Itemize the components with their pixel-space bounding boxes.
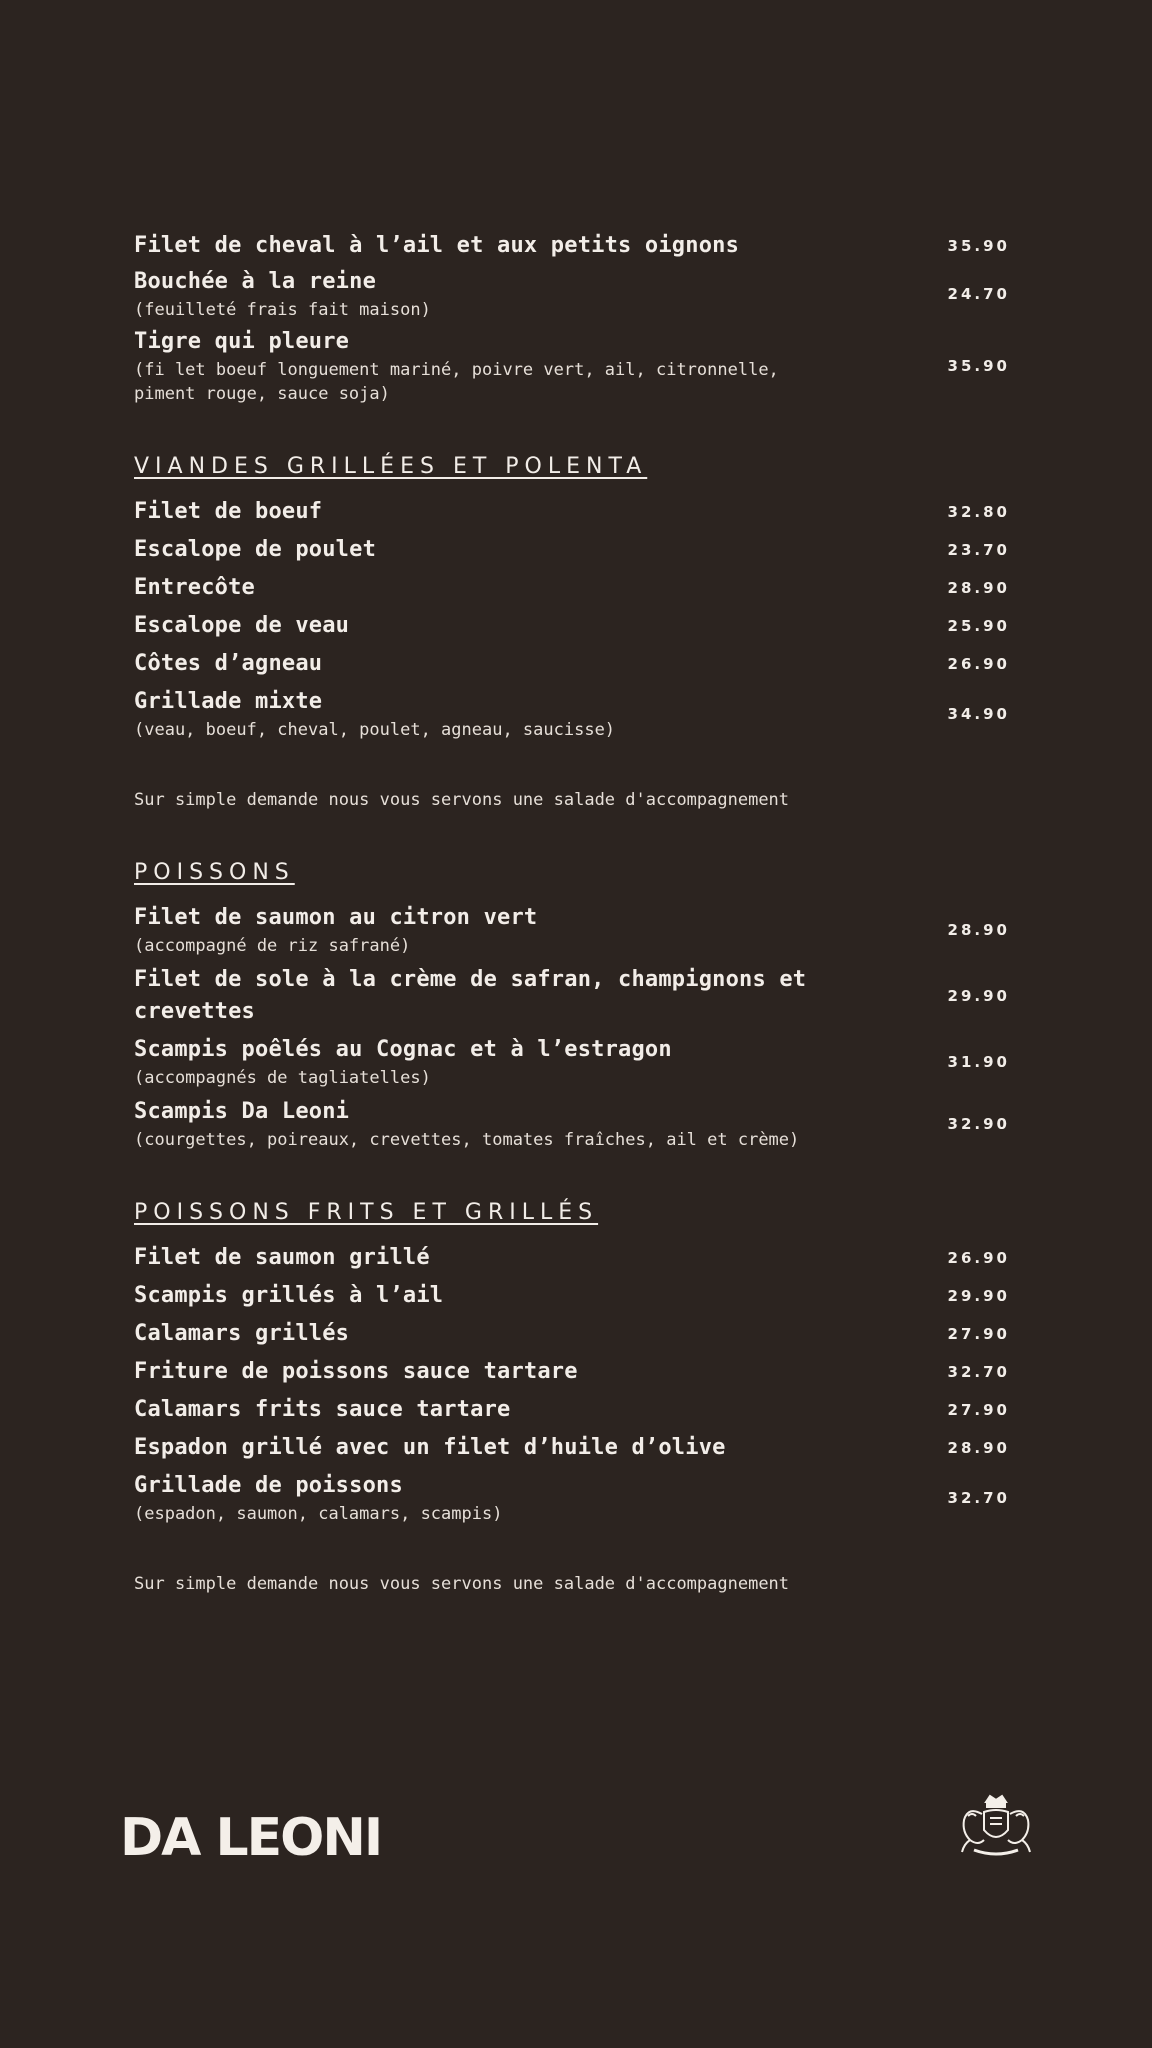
menu-item-name: Espadon grillé avec un filet d’huile d’olive [134,1435,726,1460]
menu-item-text [134,610,880,642]
menu-item-name: Scampis grillés à l’ail [134,1283,444,1308]
menu-item-name: Tigre qui pleure [134,329,350,354]
menu-section [134,452,1014,812]
menu-item-text [134,1034,880,1090]
menu-item-price: 32.70 [947,1489,1010,1507]
menu-item [134,964,1014,1028]
menu-item-description: (veau, boeuf, cheval, poulet, agneau, saucisse) [134,720,616,740]
section-note: Sur simple demande nous vous servons une salade d'accompagnement [134,790,790,810]
menu-item-name: Filet de saumon au citron vert [134,905,538,930]
menu-item-name: Filet de boeuf [134,499,323,524]
menu-item-name: Filet de cheval à l’ail et aux petits oignons [134,233,740,258]
menu-item-name: Grillade de poissons [134,1473,403,1498]
menu-item-price: 29.90 [947,987,1010,1005]
menu-item-text [134,1280,880,1312]
menu-item-name: Escalope de poulet [134,537,377,562]
menu-item-description: (fi let boeuf longuement mariné, poivre vert, ail, citronnelle, piment rouge, sauce soja) [134,360,779,404]
menu-item-price: 26.90 [947,1249,1010,1267]
menu-item [134,1318,1014,1350]
menu-item [134,1432,1014,1464]
menu-item-text [134,266,880,322]
menu-item-name: Bouchée à la reine [134,269,377,294]
menu-item-description: (feuilleté frais fait maison) [134,300,431,320]
menu-item [134,1242,1014,1274]
menu-item-name: Escalope de veau [134,613,350,638]
menu-item-text [134,902,880,958]
menu-item-price: 28.90 [947,579,1010,597]
menu-item-name: Scampis poêlés au Cognac et à l’estragon [134,1037,672,1062]
brand-logo: DA LEONI [120,1808,382,1868]
menu-item-price: 32.80 [947,503,1010,521]
menu-section [134,1198,1014,1596]
menu-item-name: Grillade mixte [134,689,323,714]
menu-item [134,230,1014,262]
menu-item-text [134,648,880,680]
menu-item-price: 29.90 [947,1287,1010,1305]
menu-item [134,1356,1014,1388]
menu-item [134,572,1014,604]
menu-item-price: 25.90 [947,617,1010,635]
menu-item [134,1096,1014,1152]
menu-item-description: (espadon, saumon, calamars, scampis) [134,1504,503,1524]
menu-item-name: Scampis Da Leoni [134,1099,350,1124]
menu-item-text [134,572,880,604]
menu-item-name: Calamars frits sauce tartare [134,1397,511,1422]
menu-item-price: 32.70 [947,1363,1010,1381]
menu-item-text [134,1432,880,1464]
menu-item-name: Entrecôte [134,575,256,600]
menu-item-text [134,326,880,406]
menu-item-price: 26.90 [947,655,1010,673]
menu-item-price: 28.90 [947,1439,1010,1457]
menu-item-text [134,1318,880,1350]
menu-item-text [134,534,880,566]
menu-item [134,326,1014,406]
section-title: POISSONS FRITS ET GRILLÉS [134,1200,599,1225]
menu-item-text [134,1096,880,1152]
menu-item [134,1034,1014,1090]
menu-item-price: 32.90 [947,1115,1010,1133]
menu-item [134,534,1014,566]
menu-item [134,648,1014,680]
menu-item-price: 28.90 [947,921,1010,939]
menu-item-price: 23.70 [947,541,1010,559]
menu-item-price: 31.90 [947,1053,1010,1071]
menu-item-text [134,1242,880,1274]
lion-crest-icon [956,1792,1036,1860]
menu-item [134,902,1014,958]
section-note: Sur simple demande nous vous servons une salade d'accompagnement [134,1574,790,1594]
menu-item [134,1280,1014,1312]
menu-item-description: (accompagnés de tagliatelles) [134,1068,431,1088]
menu-item-price: 27.90 [947,1325,1010,1343]
menu-item [134,1394,1014,1426]
menu-item-text [134,964,880,1028]
menu-item [134,266,1014,322]
menu-item-text [134,686,880,742]
menu-section [134,858,1014,1152]
menu-item [134,610,1014,642]
menu-item-name: Côtes d’agneau [134,651,323,676]
menu-sections [134,452,1014,1596]
menu-item-description: (accompagné de riz safrané) [134,936,411,956]
menu-item [134,496,1014,528]
menu-item-name: Calamars grillés [134,1321,350,1346]
menu [134,230,1014,1596]
menu-item-description: (courgettes, poireaux, crevettes, tomates fraîches, ail et crème) [134,1130,800,1150]
section-title: VIANDES GRILLÉES ET POLENTA [134,454,648,479]
menu-item [134,1470,1014,1526]
menu-item-name: Friture de poissons sauce tartare [134,1359,578,1384]
menu-item-price: 34.90 [947,705,1010,723]
section-title: POISSONS [134,860,295,885]
menu-item [134,686,1014,742]
menu-item-price: 27.90 [947,1401,1010,1419]
menu-item-name: Filet de saumon grillé [134,1245,430,1270]
menu-item-text [134,1356,880,1388]
menu-item-price: 35.90 [947,237,1010,255]
menu-item-text [134,230,880,262]
intro-items [134,230,1014,406]
menu-item-name: Filet de sole à la crème de safran, champignons et crevettes [134,967,807,1024]
menu-item-text [134,1470,880,1526]
menu-item-text [134,496,880,528]
menu-item-price: 24.70 [947,285,1010,303]
menu-item-text [134,1394,880,1426]
menu-item-price: 35.90 [947,357,1010,375]
